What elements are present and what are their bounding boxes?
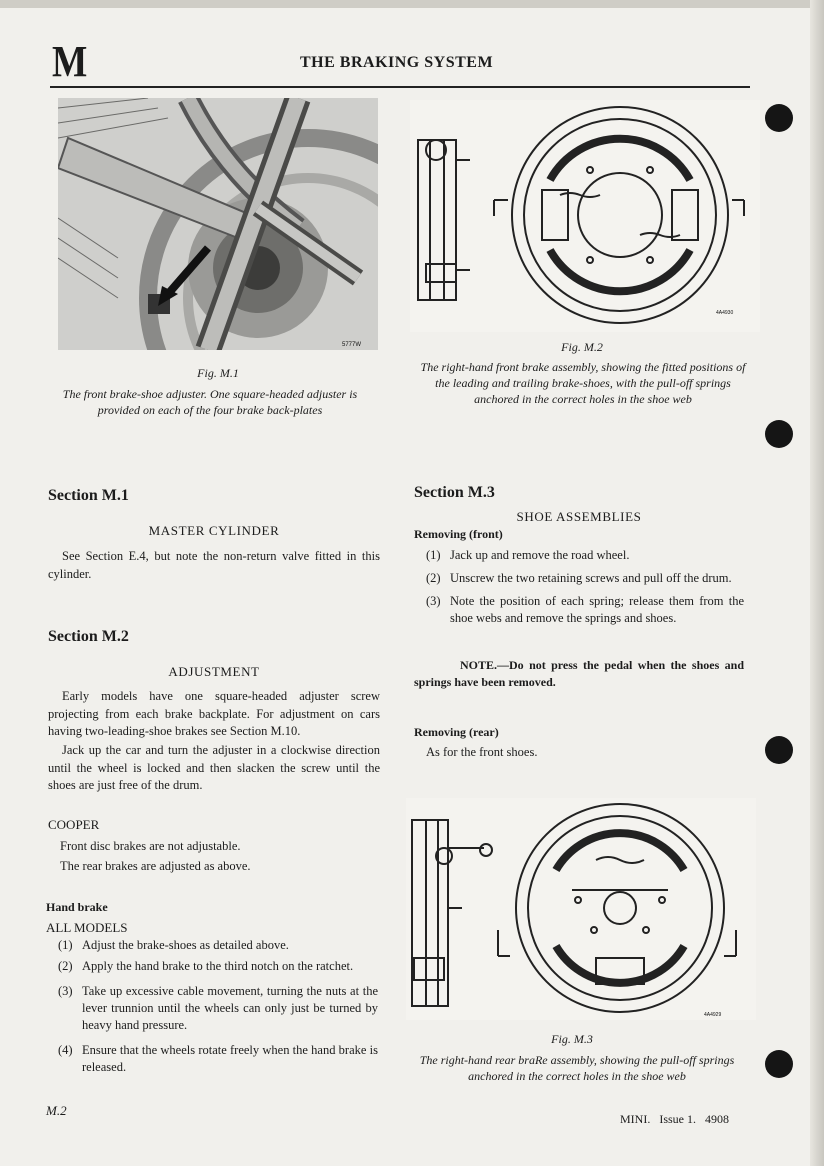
figure-m3-drawing bbox=[406, 798, 756, 1020]
step-text: Take up excessive cable movement, turning the nuts at the lever trunnion until the wheels can only just be turned by heavy hand pressure. bbox=[82, 984, 378, 1032]
step-number: (3) bbox=[58, 984, 73, 998]
step-number: (2) bbox=[58, 959, 73, 973]
step-number: (4) bbox=[58, 1043, 73, 1057]
rear-brake-assembly-drawing bbox=[406, 798, 756, 1020]
figure-m1-label: Fig. M.1 bbox=[197, 366, 239, 380]
figure-m3-caption: The right-hand rear braRe assembly, showing the pull-off springs anchored in the correct holes in the shoe web bbox=[419, 1053, 735, 1083]
step-text: Unscrew the two retaining screws and pull off the drum. bbox=[450, 571, 732, 585]
section-m3-subheading: SHOE ASSEMBLIES bbox=[516, 509, 642, 524]
header-rule bbox=[50, 86, 750, 88]
step-number: (3) bbox=[426, 594, 441, 608]
step-text: Ensure that the wheels rotate freely when the hand brake is released. bbox=[82, 1043, 378, 1074]
binder-hole bbox=[765, 104, 793, 132]
cooper-heading: COOPER bbox=[48, 817, 100, 832]
hand-brake-heading: Hand brake bbox=[46, 900, 108, 914]
figure-m3-label: Fig. M.3 bbox=[551, 1032, 593, 1046]
note-text: NOTE.—Do not press the pedal when the shoes and springs have been removed. bbox=[414, 658, 744, 689]
cooper-text: The rear brakes are adjusted as above. bbox=[60, 859, 251, 873]
figure-m2-caption: The right-hand front brake assembly, showing the fitted positions of the leading and trailing brake-shoes, with the pull-off springs anchored in the correct holes in the shoe web bbox=[420, 360, 746, 406]
step-number: (1) bbox=[426, 548, 441, 562]
removing-rear-text: As for the front shoes. bbox=[426, 745, 538, 759]
brake-adjuster-photo bbox=[58, 98, 378, 350]
adjustment-paragraph: Early models have one square-headed adjuster screw projecting from each brake backplate. For adjustment on cars having two-leading-shoe brakes see Section M.10. bbox=[48, 689, 380, 738]
section-m2-subheading: ADJUSTMENT bbox=[168, 664, 260, 679]
step-number: (1) bbox=[58, 938, 73, 952]
step-text: Jack up and remove the road wheel. bbox=[450, 548, 630, 562]
page-number: M.2 bbox=[46, 1103, 67, 1118]
binder-hole bbox=[765, 1050, 793, 1078]
page-title: THE BRAKING SYSTEM bbox=[300, 54, 494, 71]
figure-m1-code: 5777W bbox=[342, 342, 362, 348]
section-m1-heading: Section M.1 bbox=[48, 487, 129, 504]
list-item bbox=[58, 958, 378, 975]
binder-hole bbox=[765, 736, 793, 764]
list-item bbox=[58, 937, 378, 954]
figure-m1-photo bbox=[58, 98, 378, 350]
cooper-text: Front disc brakes are not adjustable. bbox=[60, 839, 241, 853]
list-item bbox=[426, 570, 744, 587]
list-item bbox=[426, 547, 744, 564]
removing-rear-heading: Removing (rear) bbox=[414, 725, 499, 739]
issue-info: MINI. Issue 1. 4908 bbox=[620, 1112, 729, 1126]
section-m2-heading: Section M.2 bbox=[48, 628, 129, 645]
page-right-edge bbox=[810, 0, 824, 1166]
section-m3-heading: Section M.3 bbox=[414, 484, 495, 501]
section-m1-text: See Section E.4, but note the non-return valve fitted in this cylinder. bbox=[48, 549, 380, 581]
step-text: Adjust the brake-shoes as detailed above. bbox=[82, 938, 289, 952]
front-brake-assembly-drawing bbox=[410, 100, 760, 332]
section-m1-subheading: MASTER CYLINDER bbox=[148, 523, 280, 538]
hand-brake-steps bbox=[58, 937, 378, 1076]
figure-m2-label: Fig. M.2 bbox=[561, 340, 603, 354]
binder-hole bbox=[765, 420, 793, 448]
figure-m2-drawing bbox=[410, 100, 760, 332]
removing-front-heading: Removing (front) bbox=[414, 527, 503, 541]
step-text: Apply the hand brake to the third notch on the ratchet. bbox=[82, 959, 354, 973]
page-top-edge bbox=[0, 0, 824, 8]
section-letter: M bbox=[52, 37, 87, 86]
all-models-heading: ALL MODELS bbox=[46, 920, 128, 935]
step-number: (2) bbox=[426, 571, 441, 585]
shoe-removal-steps bbox=[426, 547, 744, 627]
list-item bbox=[58, 1042, 378, 1076]
list-item bbox=[58, 983, 378, 1034]
figure-m1-caption: The front brake-shoe adjuster. One square-headed adjuster is provided on each of the four brake back-plates bbox=[62, 387, 358, 417]
adjustment-paragraph: Jack up the car and turn the adjuster in a clockwise direction until the wheel is locked and then slacken the screw until the shoes are just free of the drum. bbox=[48, 743, 380, 792]
step-text: Note the position of each spring; release them from the shoe webs and remove the springs and shoes. bbox=[450, 594, 744, 625]
list-item bbox=[426, 593, 744, 627]
figure-m3-code: 4A4929 bbox=[704, 1012, 722, 1018]
figure-m2-code: 4A4930 bbox=[716, 310, 734, 316]
